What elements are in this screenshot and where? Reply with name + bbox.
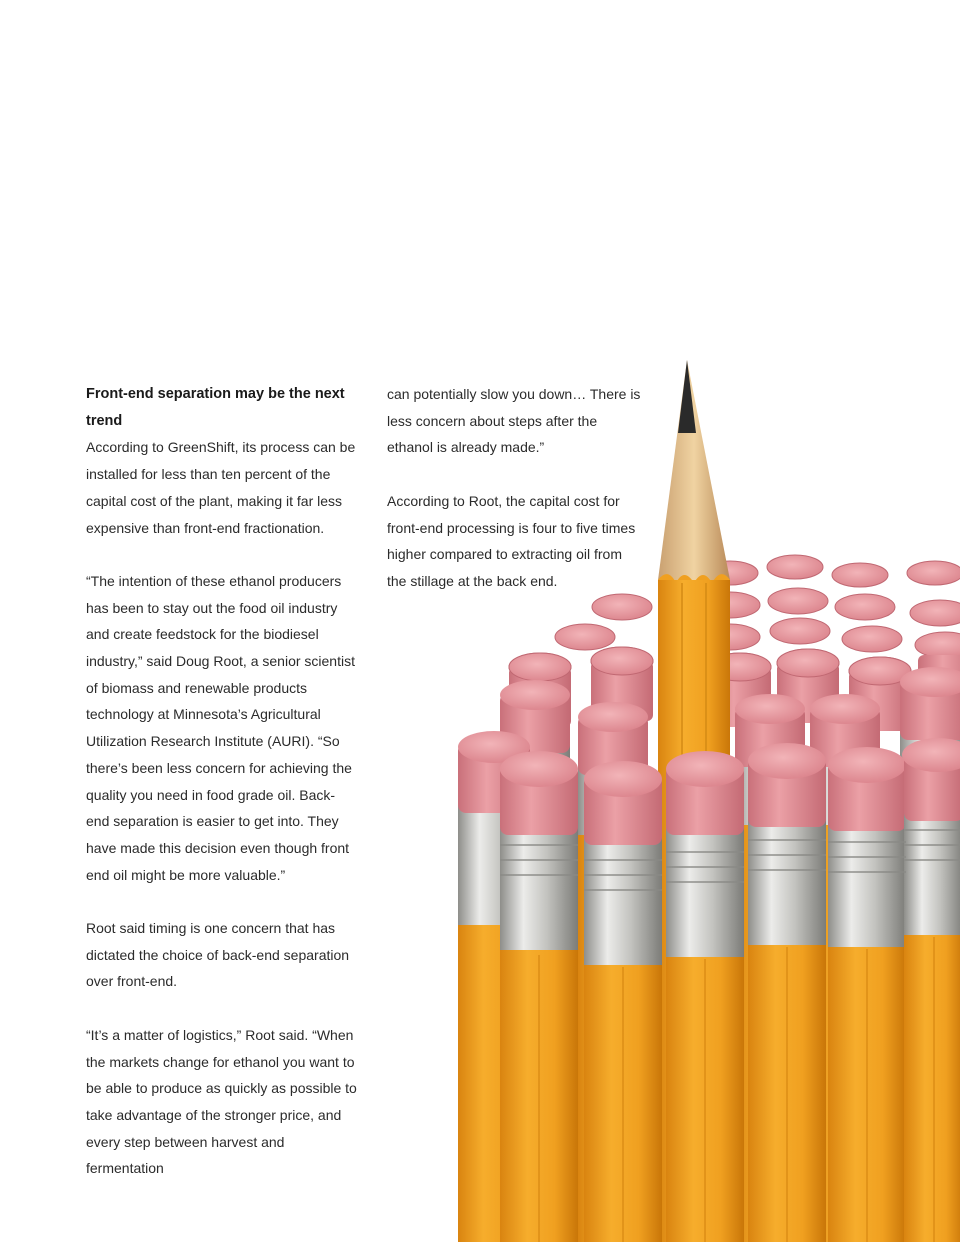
section-heading: Front-end separation may be the next trend: [86, 386, 345, 429]
paragraph: can potentially slow you down… There is less concern about steps after the ethanol is already made.”: [387, 386, 641, 456]
paragraph: According to Root, the capital cost for front-end processing is four to five times higher compared to extracting oil from the stillage at the back end.: [387, 492, 636, 589]
paragraph: According to GreenShift, its process can be installed for less than ten percent of the capital cost of the plant, making it far less expensive than front-end fractionation.: [86, 439, 356, 536]
paragraph: Root said timing is one concern that has dictated the choice of back-end separation over front-end.: [86, 920, 350, 990]
front-row-pencils: [458, 731, 960, 1242]
article-right-column: [387, 381, 645, 595]
paragraph: “It’s a matter of logistics,” Root said. “When the markets change for ethanol you want to be able to produce as quickly as possible to take advantage of the stronger price, and every step between harvest and fermentation: [86, 1026, 357, 1177]
paragraph: “The intention of these ethanol producers has been to stay out the food oil industry and create feedstock for the biodiesel industry,” said Doug Root, a senior scientist of biomass and renewable products technology at Minnesota’s Agricultural Utilization Research Institute (AURI). “So there’s been less concern for achieving the quality you need in food grade oil. Back-end separation is easier to get into. They have made this decision even though front end oil might be more valuable.”: [86, 572, 355, 883]
article-left-column: [86, 381, 358, 1182]
